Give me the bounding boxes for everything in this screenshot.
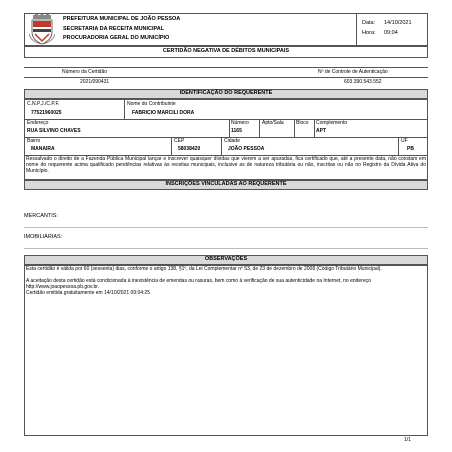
mercantis-label: MERCANTIS: [24, 213, 58, 219]
time-label: Hora: [362, 30, 376, 36]
header-line-1: PREFEITURA MUNICIPAL DE JOÃO PESSOA [63, 16, 181, 22]
uf-value: PB [407, 146, 414, 152]
date-label: Data: [362, 20, 376, 26]
grid-col-3 [259, 119, 260, 137]
cep-label: CEP [174, 138, 185, 144]
cnpj-label: C.N.P.J./C.P.F. [27, 101, 60, 107]
control-number-label: Nº de Controle de Autenticação [318, 69, 388, 75]
observation-validity: Esta certidão é válida por 60 (sessenta) dias, conforme o artigo 138, §1º, da Lei Complementar nº 53, de 23 de dezembro de 2008 (Código Tributário Municipal). [26, 266, 382, 272]
observation-issued: Certidão emitida gratuitamente em 14/10/2021 09:04:25 [26, 290, 150, 296]
neighborhood-label: Bairro [27, 138, 41, 144]
observation-authenticity: A aceitação desta certidão está condicionada à inexistência de emendas ou rasuras, bem como à verificação de sua autenticidade na Internet, no endereço http://www.joaopessoa.pb.gov.br. [26, 278, 371, 290]
bloco-label: Bloco [296, 120, 309, 126]
grid-col-8 [398, 137, 399, 155]
city-value: JOÃO PESSOA [228, 146, 265, 152]
header-line-2: SECRETARIA DA RECEITA MUNICIPAL [63, 26, 165, 32]
grid-col-2 [229, 119, 230, 137]
imobiliarias-label: IMOBILIÁRIAS: [24, 234, 63, 240]
apto-label: Apto/Sala [262, 120, 284, 126]
number-value: 1165 [231, 128, 242, 134]
grid-col-6 [171, 137, 172, 155]
inscricoes-section-title: INSCRIÇÕES VINCULADAS AO REQUERENTE [165, 181, 287, 187]
certidao-number-label: Número da Certidão [62, 69, 108, 75]
page-number: 1/1 [404, 437, 411, 443]
time-value: 09:04 [384, 30, 398, 36]
header-line-3: PROCURADORIA GERAL DO MUNICÍPIO [63, 35, 170, 41]
cep-value: 58038420 [178, 146, 201, 152]
complement-label: Complemento [316, 120, 348, 126]
certidao-mid-rule [24, 77, 428, 78]
date-value: 14/10/2021 [384, 20, 412, 26]
document-title: CERTIDÃO NEGATIVA DE DÉBITOS MUNICIPAIS [162, 48, 290, 54]
mercantis-rule [24, 227, 428, 228]
coat-of-arms-icon [29, 14, 55, 45]
name-value: FABRICIO MARCILI DORA [132, 110, 195, 116]
number-label: Número [231, 120, 249, 126]
imobiliarias-rule [24, 248, 428, 249]
requerente-section-title: IDENTIFICAÇÃO DO REQUERENTE [179, 90, 273, 96]
certidao-number-value: 2021/090431 [80, 79, 110, 85]
grid-col-5 [314, 119, 315, 137]
city-label: Cidade [224, 138, 240, 144]
address-value: RUA SILVINO CHAVES [27, 128, 81, 134]
neighborhood-value: MANAIRA [31, 146, 55, 152]
observacoes-section-title: OBSERVAÇÕES [204, 256, 248, 262]
uf-label: UF [401, 138, 408, 144]
grid-col-4 [294, 119, 295, 137]
complement-value: APT [316, 128, 326, 134]
cnpj-value: 77521960025 [31, 110, 62, 116]
name-label: Nome do Contribuinte [127, 101, 176, 107]
certidao-top-rule [24, 67, 428, 68]
grid-col-1 [124, 99, 125, 119]
grid-col-7 [221, 137, 222, 155]
grid-rule-1 [24, 119, 428, 120]
header-divider [356, 13, 357, 46]
address-label: Endereço [27, 120, 49, 126]
ressalvado-text: Ressalvado o direito de a Fazenda Pública Municipal lançar e inscrever quaisquer dívidas que vierem a ser apuradas, fica certificado que, até a presente data, não constam em nome do requerente acima qualificado pendências relativas às receitas municipais, inclusive as de natureza tributária ou não, inscritas ou não no Registro da Dívida Ativa do Município. [26, 156, 426, 174]
control-number-value: 603.390.543.552 [344, 79, 382, 85]
